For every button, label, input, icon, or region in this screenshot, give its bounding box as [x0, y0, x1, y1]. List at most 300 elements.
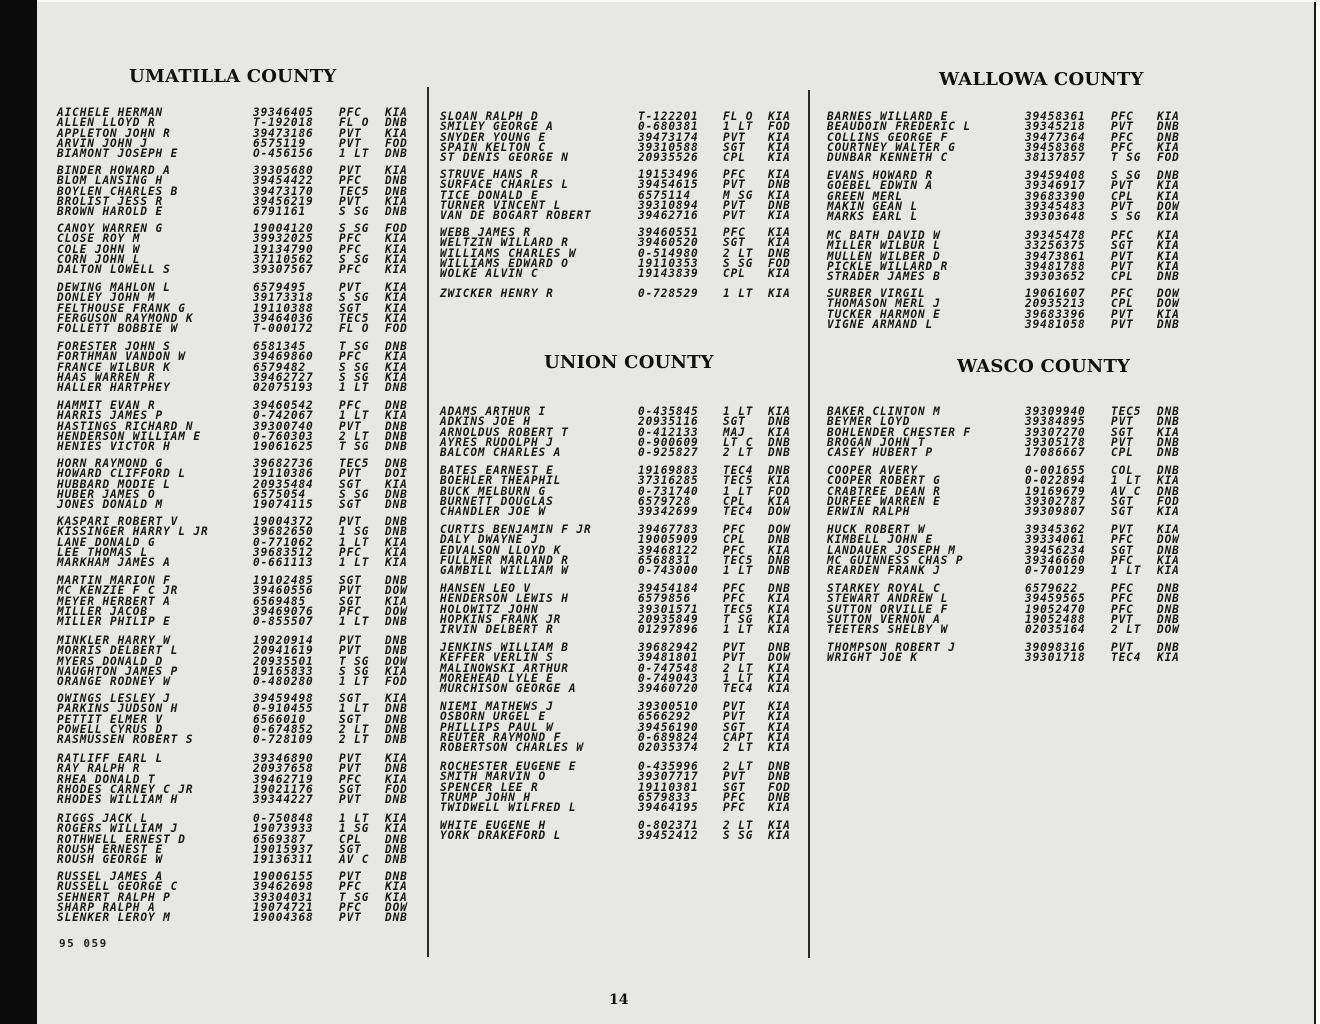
rank: PVT	[1111, 179, 1134, 193]
status: DNB	[1157, 592, 1180, 606]
rank: S SG	[723, 256, 754, 270]
status: FOD	[768, 120, 791, 134]
serial-number: 39305178	[1025, 435, 1086, 449]
roster-group	[57, 224, 432, 275]
soldier-name: OSBORN URGEL E	[440, 710, 547, 724]
soldier-name: THOMASON MERL J	[827, 297, 941, 311]
status: FOD	[385, 782, 408, 796]
rank: PVT	[339, 762, 362, 776]
rank: PVT	[339, 194, 362, 208]
rank: CPL	[723, 151, 746, 165]
rank: SGT	[723, 780, 746, 794]
rank: PVT	[1111, 523, 1134, 536]
rank: PFC	[1111, 130, 1134, 144]
serial-number: 19020914	[253, 634, 314, 647]
soldier-name: MINKLER HARRY W	[57, 634, 171, 647]
soldier-name: ROGERS WILLIAM J	[57, 822, 179, 836]
status: DNB	[1157, 612, 1180, 626]
soldier-name: BEAUDOIN FREDERIC L	[827, 120, 972, 134]
soldier-name: RAY RALPH R	[57, 762, 141, 776]
footer-code: 95 059	[59, 937, 108, 950]
status: KIA	[385, 752, 408, 765]
serial-number: 0-925827	[638, 446, 699, 460]
rank: 2 LT	[723, 760, 754, 773]
status: KIA	[1157, 307, 1180, 321]
roster-group	[57, 108, 432, 159]
roster-group	[57, 342, 432, 393]
status: DNB	[1157, 130, 1180, 144]
rank: PFC	[1111, 533, 1134, 547]
status: KIA	[385, 126, 408, 140]
soldier-name: RASMUSSEN ROBERT S	[57, 733, 194, 747]
soldier-name: HAMMIT EVAN R	[57, 399, 156, 412]
status: DNB	[1157, 641, 1180, 654]
status: DNB	[1157, 543, 1180, 557]
status: KIA	[1157, 249, 1180, 263]
status: KIA	[385, 822, 408, 836]
serial-number: 19061607	[1025, 287, 1086, 300]
roster-group	[57, 459, 432, 510]
status: KIA	[768, 543, 791, 557]
soldier-name: DALTON LOWELL S	[57, 263, 171, 277]
rank: PVT	[1111, 259, 1134, 273]
serial-number: T-122201	[638, 110, 699, 123]
status: KIA	[385, 252, 408, 266]
soldier-name: DUNBAR KENNETH C	[827, 151, 949, 165]
soldier-name: BROWN HAROLD E	[57, 205, 164, 219]
soldier-name: GREEN MERL	[827, 189, 903, 203]
roster-group	[440, 762, 810, 813]
roster-row	[827, 317, 1212, 331]
rank: PFC	[723, 168, 746, 181]
status: DNB	[385, 419, 408, 433]
roster-group	[440, 702, 810, 753]
rank: SGT	[1111, 543, 1134, 557]
status: DNB	[768, 760, 791, 773]
soldier-name: KISSINGER HARRY L JR	[57, 525, 209, 539]
roster-row	[440, 743, 810, 753]
rank: PVT	[339, 281, 362, 294]
status: KIA	[1157, 189, 1180, 203]
rank: SGT	[1111, 494, 1134, 508]
status: DOW	[768, 523, 791, 536]
rank: PVT	[1111, 641, 1134, 654]
rank: 1 SG	[339, 525, 370, 539]
soldier-name: ARVIN JOHN J	[57, 136, 148, 150]
serial-number: 39304031	[253, 890, 314, 904]
page-number: 14	[609, 992, 629, 1008]
serial-number: 39342699	[638, 505, 699, 519]
soldier-name: REARDEN FRANK J	[827, 564, 941, 578]
status: DOW	[385, 900, 408, 914]
rank: S SG	[1111, 210, 1142, 224]
rank: FL O	[339, 322, 370, 336]
status: DNB	[768, 178, 791, 192]
soldier-name: SLOAN RALPH D	[440, 110, 539, 123]
soldier-name: FULLMER MARLAND R	[440, 553, 569, 567]
serial-number: 39310894	[638, 198, 699, 212]
rank: PFC	[723, 790, 746, 804]
roster-group	[57, 814, 432, 865]
rank: 1 LT	[339, 535, 370, 549]
serial-number: 39307717	[638, 770, 699, 784]
rank: TEC5	[339, 184, 370, 198]
rank: 2 LT	[723, 661, 754, 675]
soldier-name: AYRES RUDOLPH J	[440, 435, 554, 449]
status: DNB	[385, 399, 408, 412]
rank: PFC	[339, 880, 362, 894]
soldier-name: MARKHAM JAMES A	[57, 556, 171, 570]
serial-number: 39300740	[253, 419, 314, 433]
soldier-name: LANE DONALD G	[57, 535, 156, 549]
rank: TEC5	[723, 602, 754, 616]
soldier-name: BINDER HOWARD A	[57, 164, 171, 177]
rank: 2 LT	[339, 722, 370, 736]
rank: PFC	[1111, 287, 1134, 300]
rank: S SG	[339, 370, 370, 384]
serial-number: 0-731740	[638, 484, 699, 498]
serial-number: 39173318	[253, 291, 314, 305]
status: DNB	[1157, 602, 1180, 616]
soldier-name: SUTTON VERNON A	[827, 612, 941, 626]
roster-row	[57, 913, 432, 923]
serial-number: 39303648	[1025, 210, 1086, 224]
rank: TEC4	[723, 505, 754, 519]
serial-number: 39345478	[1025, 229, 1086, 242]
soldier-name: WILLIAMS CHARLES W	[440, 246, 577, 260]
serial-number: 19169883	[638, 464, 699, 477]
rank: CPL	[1111, 297, 1134, 311]
rank: PFC	[1111, 553, 1134, 567]
status: DNB	[385, 429, 408, 443]
soldier-name: ROTHWELL ERNEST D	[57, 832, 186, 846]
rank: 2 LT	[723, 446, 754, 460]
roster-group	[440, 584, 810, 635]
status: DNB	[385, 853, 408, 867]
serial-number: 39346405	[253, 106, 314, 119]
soldier-name: POWELL CYRUS D	[57, 722, 164, 736]
soldier-name: STARKEY ROYAL C	[827, 582, 941, 595]
status: KIA	[1157, 239, 1180, 253]
rank: PFC	[339, 263, 362, 277]
soldier-name: BARNES WILLARD E	[827, 110, 949, 123]
soldier-name: COOPER ROBERT G	[827, 474, 941, 488]
roster-row	[57, 735, 432, 745]
soldier-name: CLOSE ROY M	[57, 232, 141, 246]
serial-number: 39309940	[1025, 405, 1086, 418]
status: DNB	[385, 842, 408, 856]
status: DNB	[385, 174, 408, 188]
status: DNB	[768, 582, 791, 595]
soldier-name: ROUSH ERNEST E	[57, 842, 164, 856]
roster-row	[440, 625, 810, 635]
rank: SGT	[339, 301, 362, 315]
rank: T SG	[1111, 151, 1142, 165]
soldier-name: HASTINGS RICHARD N	[57, 419, 194, 433]
serial-number: T-000172	[253, 322, 314, 336]
rank: PFC	[339, 174, 362, 188]
soldier-name: SURBER VIRGIL	[827, 287, 926, 300]
roster-group	[827, 643, 1212, 664]
soldier-name: MEYER HERBERT A	[57, 594, 171, 608]
serial-number: 6579856	[638, 592, 692, 606]
serial-number: 19005909	[638, 533, 699, 547]
status: DNB	[385, 615, 408, 629]
rank: SGT	[339, 574, 362, 587]
serial-number: 39462698	[253, 880, 314, 894]
rank: CPL	[723, 267, 746, 281]
rank: PFC	[339, 106, 362, 119]
status: KIA	[1157, 229, 1180, 242]
roster-group	[57, 576, 432, 627]
status: DNB	[385, 515, 408, 528]
status: KIA	[768, 682, 791, 696]
soldier-name: ADAMS ARTHUR I	[440, 405, 547, 418]
status: KIA	[768, 151, 791, 165]
status: DNB	[385, 911, 408, 925]
roster-row	[57, 855, 432, 865]
status: KIA	[768, 267, 791, 281]
status: KIA	[768, 661, 791, 675]
rank: PVT	[723, 710, 746, 724]
roster-row	[827, 566, 1212, 576]
status: KIA	[385, 409, 408, 423]
rank: SGT	[339, 842, 362, 856]
status: DNB	[768, 533, 791, 547]
serial-number: 0-855507	[253, 615, 314, 629]
status: KIA	[768, 801, 791, 815]
serial-number: 19004368	[253, 911, 314, 925]
roster-group	[57, 517, 432, 568]
serial-number: 19169679	[1025, 484, 1086, 498]
status: KIA	[768, 226, 791, 239]
serial-number: 0-435845	[638, 405, 699, 418]
rank: COL	[1111, 464, 1134, 477]
serial-number: 0-022894	[1025, 474, 1086, 488]
roster-row	[57, 500, 432, 510]
soldier-name: RHEA DONALD T	[57, 772, 156, 786]
roster-group	[440, 112, 810, 163]
soldier-name: FORESTER JOHN S	[57, 340, 171, 353]
status: DNB	[1157, 582, 1180, 595]
serial-number: 0-771062	[253, 535, 314, 549]
rank: PVT	[723, 770, 746, 784]
serial-number: 6575119	[253, 136, 307, 150]
soldier-name: APPLETON JOHN R	[57, 126, 171, 140]
serial-number: 19004120	[253, 222, 314, 235]
serial-number: 39454422	[253, 174, 314, 188]
status: DNB	[1157, 484, 1180, 498]
soldier-name: BOYLEN CHARLES B	[57, 184, 179, 198]
serial-number: 39682736	[253, 457, 314, 470]
soldier-name: AICHELE HERMAN	[57, 106, 164, 119]
roster-row	[440, 211, 810, 221]
rank: S SG	[1111, 169, 1142, 182]
status: DOW	[385, 604, 408, 618]
soldier-name: SURFACE CHARLES L	[440, 178, 569, 192]
rank: PVT	[339, 584, 362, 598]
soldier-name: RHODES CARNEY C JR	[57, 782, 194, 796]
rank: SGT	[339, 782, 362, 796]
status: DNB	[1157, 120, 1180, 134]
soldier-name: JENKINS WILLIAM B	[440, 641, 569, 654]
rank: PFC	[1111, 592, 1134, 606]
roster-group	[827, 289, 1212, 330]
status: KIA	[385, 232, 408, 246]
rank: 1 LT	[339, 381, 370, 395]
serial-number: 0-412133	[638, 425, 699, 439]
rank: T SG	[339, 890, 370, 904]
roster-row	[57, 677, 432, 687]
serial-number: 39458361	[1025, 110, 1086, 123]
soldier-name: NAUGHTON JAMES P	[57, 664, 179, 678]
rank: S SG	[339, 487, 370, 501]
roster-group	[440, 289, 810, 299]
rank: PVT	[339, 644, 362, 658]
serial-number: 33256375	[1025, 239, 1086, 253]
rank: S SG	[339, 664, 370, 678]
serial-number: 39346917	[1025, 179, 1086, 193]
roster-row	[827, 653, 1212, 663]
serial-number: 39460551	[638, 226, 699, 239]
status: KIA	[768, 188, 791, 202]
serial-number: 6579833	[638, 790, 692, 804]
soldier-name: COLLINS GEORGE F	[827, 130, 949, 144]
soldier-name: COURTNEY WALTER G	[827, 140, 956, 154]
roster-row	[827, 448, 1212, 458]
serial-number: 19073933	[253, 822, 314, 836]
column-left	[57, 2, 432, 1002]
rank: 1 LT	[723, 120, 754, 134]
serial-number: 39098316	[1025, 641, 1086, 654]
status: KIA	[768, 700, 791, 713]
rank: CAPT	[723, 730, 754, 744]
status: FOD	[385, 136, 408, 150]
serial-number: 20935484	[253, 477, 314, 491]
status: DNB	[385, 870, 408, 883]
serial-number: 6579622	[1025, 582, 1079, 595]
status: KIA	[768, 474, 791, 488]
soldier-name: ADKINS JOE H	[440, 415, 531, 429]
status: DNB	[385, 574, 408, 587]
soldier-name: HOLOWITZ JOHN	[440, 602, 539, 616]
roster-group	[57, 872, 432, 923]
status: KIA	[768, 592, 791, 606]
soldier-name: BURNETT DOUGLAS	[440, 494, 554, 508]
serial-number: 19153496	[638, 168, 699, 181]
soldier-name: BATES EARNEST E	[440, 464, 554, 477]
rank: PVT	[1111, 120, 1134, 134]
status: KIA	[385, 360, 408, 374]
rank: AV C	[1111, 484, 1142, 498]
serial-number: 02035374	[638, 741, 699, 755]
soldier-name: MOREHEAD LYLE E	[440, 671, 554, 685]
serial-number: 0-742067	[253, 409, 314, 423]
soldier-name: ZWICKER HENRY R	[440, 287, 554, 300]
roster-row	[440, 803, 810, 813]
status: FOD	[768, 780, 791, 794]
status: DNB	[385, 184, 408, 198]
status: DNB	[385, 205, 408, 219]
status: KIA	[385, 556, 408, 570]
serial-number: 19165833	[253, 664, 314, 678]
column-right	[827, 2, 1212, 1002]
status: KIA	[385, 350, 408, 364]
status: DNB	[768, 564, 791, 578]
status: DNB	[385, 340, 408, 353]
rank: S SG	[339, 360, 370, 374]
rank: PVT	[339, 752, 362, 765]
rank: SGT	[723, 140, 746, 154]
status: DNB	[768, 435, 791, 449]
soldier-name: FRANCE WILBUR K	[57, 360, 171, 374]
rank: PFC	[1111, 582, 1134, 595]
serial-number: 39683512	[253, 545, 314, 559]
status: DNB	[768, 770, 791, 784]
soldier-name: COOPER AVERY	[827, 464, 918, 477]
rank: TEC5	[723, 474, 754, 488]
rank: 2 LT	[339, 733, 370, 747]
roster-group	[827, 525, 1212, 576]
status: KIA	[1157, 523, 1180, 536]
status: KIA	[768, 209, 791, 223]
status: KIA	[768, 710, 791, 724]
soldier-name: TICE DONALD E	[440, 188, 539, 202]
status: DNB	[1157, 169, 1180, 182]
serial-number: 20935213	[1025, 297, 1086, 311]
rank: T SG	[339, 440, 370, 454]
serial-number: 19134790	[253, 242, 314, 256]
rank: PFC	[1111, 140, 1134, 154]
status: KIA	[768, 730, 791, 744]
rank: PVT	[1111, 317, 1134, 331]
soldier-name: HOWARD CLIFFORD L	[57, 467, 186, 481]
rank: PFC	[339, 772, 362, 786]
rank: PVT	[339, 793, 362, 807]
rank: PFC	[723, 226, 746, 239]
status: DOW	[1157, 287, 1180, 300]
serial-number: 0-910455	[253, 702, 314, 716]
rank: 1 LT	[723, 564, 754, 578]
rank: CPL	[1111, 189, 1134, 203]
rank: PFC	[1111, 229, 1134, 242]
status: DOW	[1157, 623, 1180, 637]
rank: PVT	[1111, 307, 1134, 321]
roster-row	[440, 269, 810, 279]
serial-number: 39459498	[253, 692, 314, 705]
rank: PVT	[723, 209, 746, 223]
serial-number: 19110381	[638, 780, 699, 794]
roster-row	[827, 212, 1212, 222]
soldier-name: SMILEY GEORGE A	[440, 120, 554, 134]
rank: PVT	[339, 136, 362, 150]
serial-number: 20935116	[638, 415, 699, 429]
soldier-name: OWINGS LESLEY J	[57, 692, 171, 705]
serial-number: 39452412	[638, 829, 699, 843]
roster-group	[57, 166, 432, 217]
serial-number: 6569387	[253, 832, 307, 846]
status: DOW	[385, 584, 408, 598]
status: DNB	[768, 446, 791, 460]
serial-number: 39462719	[253, 772, 314, 786]
status: DNB	[385, 762, 408, 776]
serial-number: 39456219	[253, 194, 314, 208]
serial-number: 02035164	[1025, 623, 1086, 637]
serial-number: 39309807	[1025, 505, 1086, 519]
status: DNB	[768, 246, 791, 260]
rank: M SG	[723, 188, 754, 202]
status: DOW	[768, 505, 791, 519]
